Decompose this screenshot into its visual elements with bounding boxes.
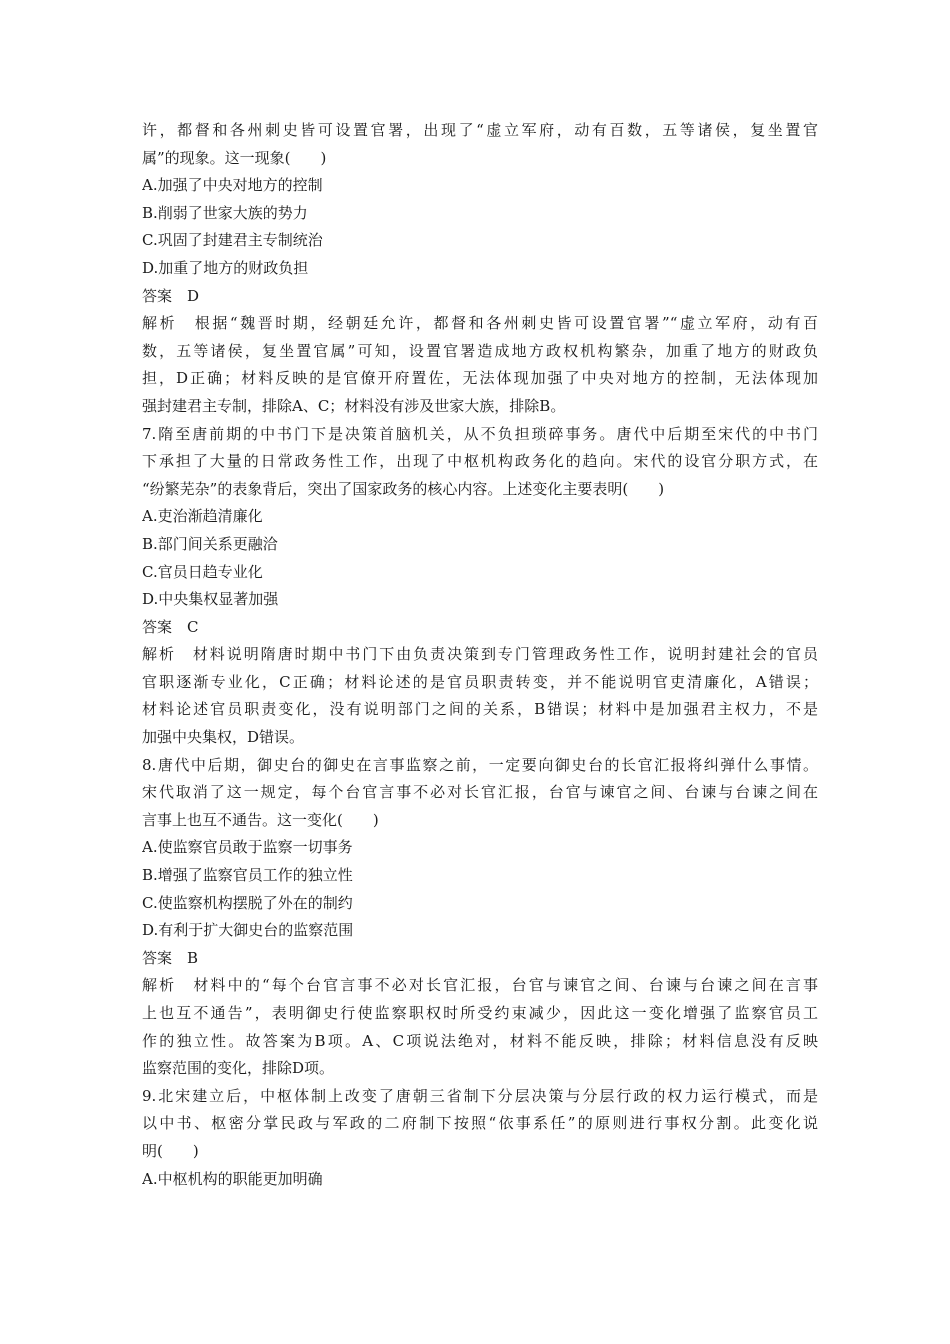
text-line: 宋代取消了这一规定，每个台官言事不必对长官汇报，台官与谏官之间、台谏与台谏之间在 (142, 783, 818, 802)
text-line: 加强中央集权，D错误。 (142, 728, 305, 747)
text-line: D.加重了地方的财政负担 (142, 258, 309, 277)
text-line: 监察范围的变化，排除D项。 (142, 1059, 335, 1078)
text-line: 明( ) (142, 1141, 199, 1160)
document-body (142, 117, 818, 1193)
text-line: 言事上也互不通告。这一变化( ) (142, 810, 379, 829)
text-line: 下承担了大量的日常政务性工作，出现了中枢机构政务化的趋向。宋代的设官分职方式，在 (142, 452, 818, 471)
text-line: 以中书、枢密分掌民政与军政的二府制下按照“依事系任”的原则进行事权分割。此变化说 (142, 1114, 818, 1133)
text-line: C.官员日趋专业化 (142, 562, 263, 581)
text-line: 属”的现象。这一现象( ) (142, 148, 327, 167)
text-line: B.增强了监察官员工作的独立性 (142, 866, 353, 885)
text-line: A.使监察官员敢于监察一切事务 (142, 838, 353, 857)
text-line: C.使监察机构摆脱了外在的制约 (142, 893, 353, 912)
text-line: 解析 材料说明隋唐时期中书门下由负责决策到专门管理政务性工作，说明封建社会的官员 (142, 645, 818, 664)
text-line: B.部门间关系更融洽 (142, 534, 278, 553)
text-line: “纷繁芜杂”的表象背后，突出了国家政务的核心内容。上述变化主要表明( ) (142, 479, 665, 498)
text-line: D.有利于扩大御史台的监察范围 (142, 921, 354, 940)
text-line: A.吏治渐趋清廉化 (142, 507, 263, 526)
text-line: 7.隋至唐前期的中书门下是决策首脑机关，从不负担琐碎事务。唐代中后期至宋代的中书门 (142, 424, 818, 443)
text-line: 数，五等诸侯，复坐置官属”可知，设置官署造成地方政权机构繁杂，加重了地方的财政负 (142, 341, 818, 360)
text-line: C.巩固了封建君主专制统治 (142, 231, 323, 250)
text-line: A.加强了中央对地方的控制 (142, 176, 323, 195)
text-line: 9.北宋建立后，中枢体制上改变了唐朝三省制下分层决策与分层行政的权力运行模式，而是 (142, 1086, 818, 1105)
text-line: 解析 根据“魏晋时期，经朝廷允许，都督和各州刺史皆可设置官署”“虚立军府，动有百 (142, 314, 818, 333)
text-line: 8.唐代中后期，御史台的御史在言事监察之前，一定要向御史台的长官汇报将纠弹什么事情。 (142, 755, 818, 774)
text-line: 强封建君主专制，排除A、C；材料没有涉及世家大族，排除B。 (142, 396, 566, 415)
text-line: A.中枢机构的职能更加明确 (142, 1169, 323, 1188)
text-line: 作的独立性。故答案为B项。A、C项说法绝对，材料不能反映，排除；材料信息没有反映 (142, 1031, 818, 1050)
text-line: 官职逐渐专业化，C正确；材料论述的是官员职责转变，并不能说明官吏清廉化，A错误； (142, 672, 818, 691)
text-line: 上也互不通告”，表明御史行使监察职权时所受约束减少，因此这一变化增强了监察官员工 (142, 1004, 818, 1022)
text-line: 答案 B (142, 948, 199, 967)
text-line: 材料论述官员职责变化，没有说明部门之间的关系，B错误；材料中是加强君主权力，不是 (142, 700, 818, 719)
text-line: 许，都督和各州刺史皆可设置官署，出现了“虚立军府，动有百数，五等诸侯，复坐置官 (142, 121, 818, 139)
text-line: 担，D正确；材料反映的是官僚开府置佐，无法体现加强了中央对地方的控制，无法体现加 (142, 369, 818, 388)
text-line: 答案 C (142, 617, 199, 636)
text-line: B.削弱了世家大族的势力 (142, 203, 308, 222)
text-line: 答案 D (142, 286, 200, 305)
text-line: D.中央集权显著加强 (142, 590, 279, 609)
text-line: 解析 材料中的“每个台官言事不必对长官汇报，台官与谏官之间、台谏与台谏之间在言事 (142, 976, 818, 995)
